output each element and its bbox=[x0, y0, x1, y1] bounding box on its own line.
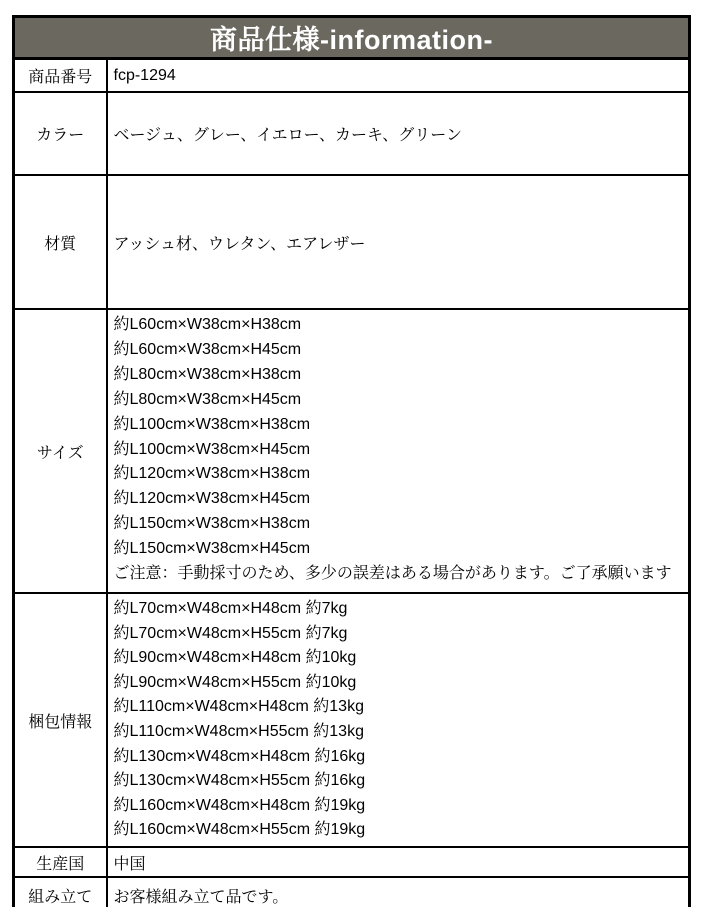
spec-line: 約L60cm×W38cm×H45cm bbox=[113, 340, 302, 358]
spec-row-label: 商品番号 bbox=[14, 59, 107, 93]
table-row bbox=[14, 92, 690, 175]
spec-line: 約L110cm×W48cm×H48cm 約13kg bbox=[113, 698, 364, 716]
spec-line: 約L160cm×W48cm×H48cm 約19kg bbox=[113, 796, 366, 814]
spec-table bbox=[12, 15, 691, 907]
spec-line: 約L100cm×W38cm×H38cm bbox=[113, 415, 311, 433]
spec-row-value bbox=[107, 309, 690, 593]
spec-line: ベージュ、グレー、イエロー、カーキ、グリーン bbox=[113, 127, 462, 144]
spec-row-label: 材質 bbox=[14, 175, 107, 309]
spec-rows bbox=[14, 59, 690, 907]
spec-line: 約L110cm×W48cm×H55cm 約13kg bbox=[113, 722, 364, 740]
spec-line: 約L70cm×W48cm×H48cm 約7kg bbox=[113, 600, 348, 617]
spec-row-value bbox=[107, 92, 690, 175]
table-title: 商品仕様-information- bbox=[14, 17, 690, 59]
spec-line: お客様組み立て品です。 bbox=[113, 889, 289, 906]
spec-line: 約L100cm×W38cm×H45cm bbox=[113, 440, 311, 458]
table-row bbox=[14, 59, 690, 93]
spec-line: fcp-1294 bbox=[113, 66, 176, 84]
spec-row-value bbox=[107, 847, 690, 877]
table-row bbox=[14, 593, 690, 847]
spec-line: 約L160cm×W48cm×H55cm 約19kg bbox=[113, 821, 366, 839]
spec-line: 約L90cm×W48cm×H55cm 約10kg bbox=[113, 673, 357, 691]
spec-row-label: 生産国 bbox=[14, 847, 107, 877]
spec-row-label: 梱包情報 bbox=[14, 593, 107, 847]
spec-line: アッシュ材、ウレタン、エアレザー bbox=[113, 235, 366, 253]
spec-row-label: サイズ bbox=[14, 309, 107, 593]
spec-line: 約L90cm×W48cm×H48cm 約10kg bbox=[113, 649, 357, 667]
table-row bbox=[14, 877, 690, 907]
table-row bbox=[14, 847, 690, 877]
table-row bbox=[14, 175, 690, 309]
spec-line: 約L80cm×W38cm×H38cm bbox=[113, 365, 302, 383]
spec-row-value bbox=[107, 175, 690, 309]
spec-line: 約L150cm×W38cm×H45cm bbox=[113, 540, 311, 558]
table-header-row bbox=[14, 17, 690, 59]
spec-line: 約L150cm×W38cm×H38cm bbox=[113, 515, 311, 533]
spec-line: 約L120cm×W38cm×H45cm bbox=[113, 490, 311, 508]
spec-line: ご注意：手動採寸のため、多少の誤差はある場合があります。ご了承願います bbox=[113, 565, 672, 583]
spec-line: 約L60cm×W38cm×H38cm bbox=[113, 316, 302, 333]
spec-row-value bbox=[107, 877, 690, 907]
spec-line: 約L130cm×W48cm×H48cm 約16kg bbox=[113, 747, 366, 765]
spec-row-label: 組み立て bbox=[14, 877, 107, 907]
table-row bbox=[14, 309, 690, 593]
spec-row-value bbox=[107, 59, 690, 93]
spec-line: 約L120cm×W38cm×H38cm bbox=[113, 465, 311, 483]
spec-row-value bbox=[107, 593, 690, 847]
spec-line: 約L130cm×W48cm×H55cm 約16kg bbox=[113, 772, 366, 790]
spec-line: 約L70cm×W48cm×H55cm 約7kg bbox=[113, 624, 348, 642]
spec-row-label: カラー bbox=[14, 92, 107, 175]
spec-line: 中国 bbox=[113, 855, 146, 873]
spec-line: 約L80cm×W38cm×H45cm bbox=[113, 390, 302, 408]
